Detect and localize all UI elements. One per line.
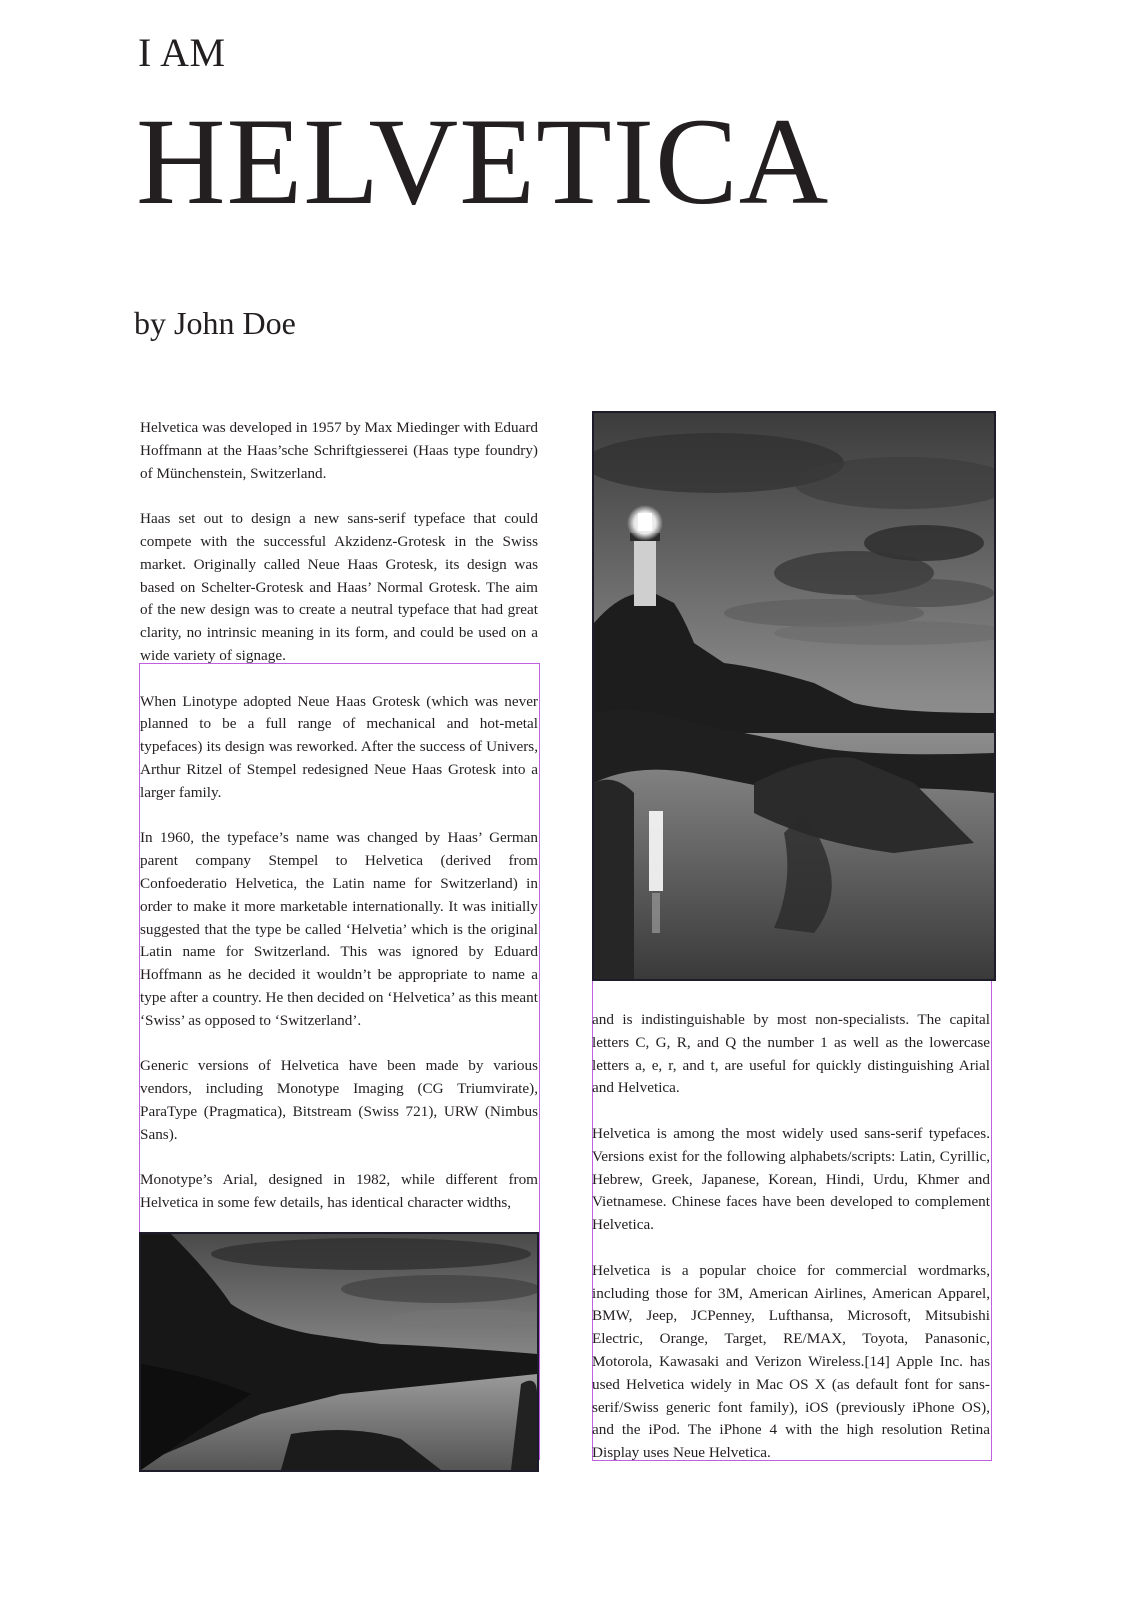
paragraph: Helvetica is among the most widely used sans-serif typefaces. Versions exist for the following alphabets/scripts: Latin, Cyrillic, Hebrew, Greek, Japanese, Korean, Hindi, Urdu, Khmer and Vietnamese. Chinese faces have been developed to complement Helvetica. [592,1124,990,1234]
article-column-right [592,1009,990,1488]
page-title: HELVETICA [136,93,830,230]
article-column-left [140,417,538,1238]
paragraph: Haas set out to design a new sans-serif typeface that could compete with the successful Akzidenz-Grotesk in the Swiss market. Originally called Neue Haas Grotesk, its design was based on Schelter-Grotesk and Haas’ Normal Grotesk. The aim of the new design was to create a neutral typeface that had great clarity, no intrinsic meaning in its form, and could be used on a wide variety of signage. [140,510,538,664]
kicker: I AM [138,30,226,75]
paragraph: Helvetica was developed in 1957 by Max Miedinger with Eduard Hoffmann at the Haas’sche Schriftgiesserei (Haas type foundry) of Münchenstein, Switzerland. [140,419,538,482]
lighthouse-photo [592,411,996,981]
coast-photo [139,1232,539,1472]
paragraph: When Linotype adopted Neue Haas Grotesk (which was never planned to be a full range of mechanical and hot-metal typefaces) its design was reworked. After the success of Univers, Arthur Ritzel of Stempel redesigned Neue Haas Grotesk into a larger family. [140,692,538,801]
paragraph: Monotype’s Arial, designed in 1982, while different from Helvetica in some few details, has identical character widths, [140,1171,538,1212]
paragraph: In 1960, the typeface’s name was changed by Haas’ German parent company Stempel to Helvetica (derived from Confoederatio Helvetica, the Latin name for Switzerland) in order to make it more marketable internationally. It was initially suggested that the type be called ‘Helvetia’ which is the original Latin name for Switzerland. This was ignored by Eduard Hoffmann as he decided it wouldn’t be appropriate to name a type after a country. He then decided on ‘Helvetica’ as this meant ‘Swiss’ as opposed to ‘Switzerland’. [140,829,538,1029]
paragraph: and is indistinguishable by most non-specialists. The capital letters C, G, R, and Q the number 1 as well as the lowercase letters a, e, r, and t, are useful for quickly distinguishing Arial and Helvetica. [592,1011,990,1097]
paragraph: Generic versions of Helvetica have been made by various vendors, including Monotype Imaging (CG Triumvirate), ParaType (Pragmatica), Bitstream (Swiss 721), URW (Nimbus Sans). [140,1057,538,1143]
byline: by John Doe [134,305,296,341]
paragraph: Helvetica is a popular choice for commercial wordmarks, including those for 3M, American Airlines, American Apparel, BMW, Jeep, JCPenney, Lufthansa, Microsoft, Mitsubishi Electric, Orange, Target, RE/MAX, Toyota, Panasonic, Motorola, Kawasaki and Verizon Wireless.[14] Apple Inc. has used Helvetica widely in Mac OS X (as default font for sans-serif/Swiss generic font family), iOS (previously iPhone OS), and the iPod. The iPhone 4 with the high resolution Retina Display uses Neue Helvetica. [592,1261,990,1462]
